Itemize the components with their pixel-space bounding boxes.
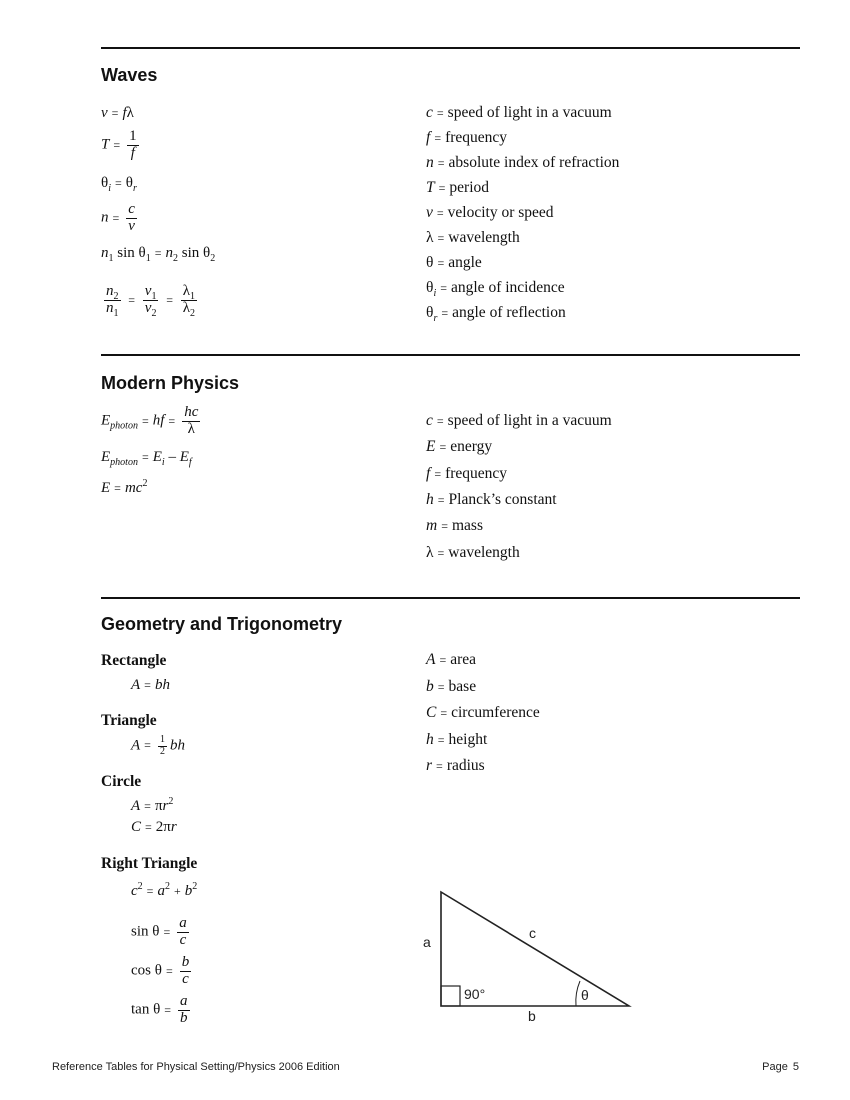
definition: f = frequency [426,129,508,146]
definition: h = Planck’s constant [426,491,557,508]
label-angle-theta: θ [581,987,589,1003]
equation-wave-speed: v = fλ [101,105,134,121]
right-angle-marker [441,986,460,1006]
equation-ratio: $\frac{n_2}{n_1}$ = $\frac{v_1}{v_2}$ = $\frac{\lambda_1}{\lambda_2}$ [106,283,196,319]
definition: A = area [426,651,477,668]
definition: λ = wavelength [426,229,520,246]
equation-snells-law: $n_1$ $\sin \theta_1 = n_2$ $\sin \theta_2$ [101,245,216,264]
definition: λ = wavelength [426,544,520,561]
label-side-b: b [528,1008,536,1024]
definition: f = frequency [426,465,508,482]
section-title-geometry: Geometry and Trigonometry [101,614,343,634]
equation-cosine: cos θ = $\frac{b}{c}$ [131,954,190,987]
definition: n = absolute index of refraction [426,154,620,171]
definition: b = base [426,678,477,695]
section-divider [101,597,800,599]
equation-tangent: tan θ = $\frac{a}{b}$ [131,993,188,1026]
section-divider [101,47,800,49]
subheading-triangle: Triangle [101,712,157,729]
equation-photon-energy: $E_{photon}$ = hf = $\frac{hc}{\lambda}$ [101,404,199,437]
label-right-angle: 90° [464,986,486,1002]
equation-sine: sin θ = $\frac{a}{c}$ [131,915,187,948]
section-divider [101,354,800,356]
label-side-c: c [529,925,536,941]
definition: c = speed of light in a vacuum [426,104,612,121]
subheading-circle: Circle [101,773,142,790]
definition: $\theta_i$ = angle of incidence [426,279,565,300]
equation-reflection: $\theta_i = \theta_r$ [101,175,137,194]
equation-circle-area: $A = \pi r^2$ [131,796,174,814]
section-title-waves: Waves [101,65,158,85]
equation-photon-energy-levels: $E_{photon} = E_i - E_f$ [101,449,192,468]
definition: c = speed of light in a vacuum [426,412,612,429]
label-side-a: a [423,934,431,950]
definition: θ = angle [426,254,482,271]
definition: h = height [426,731,488,748]
definition: m = mass [426,517,483,534]
equation-period: T = $\frac{1}{f}$ [101,128,137,161]
section-title-modern-physics: Modern Physics [101,373,240,393]
footer-title: Reference Tables for Physical Setting/Physics 2006 Edition [52,1061,340,1073]
subheading-rectangle: Rectangle [101,652,167,669]
equation-rectangle-area: A = bh [131,677,170,693]
subheading-right-triangle: Right Triangle [101,855,198,872]
definition: C = circumference [426,704,540,721]
definition: v = velocity or speed [426,204,554,221]
equation-pythagorean: $c^2 = a^2 + b^2$ [131,881,198,899]
definition: T = period [426,179,490,196]
equation-mass-energy: $E = mc^2$ [101,478,148,496]
definition: $\theta_r$ = angle of reflection [426,304,566,325]
angle-arc [576,981,580,1006]
equation-circumference: C = 2πr [131,819,177,835]
page-number: Page 5 [762,1061,799,1073]
right-triangle-diagram [415,880,645,1025]
definition: E = energy [426,438,493,455]
definition: r = radius [426,757,485,774]
equation-triangle-area: A = $\frac{1}{2}$ bh [131,734,185,757]
equation-index-refraction: n = $\frac{c}{v}$ [101,201,135,234]
